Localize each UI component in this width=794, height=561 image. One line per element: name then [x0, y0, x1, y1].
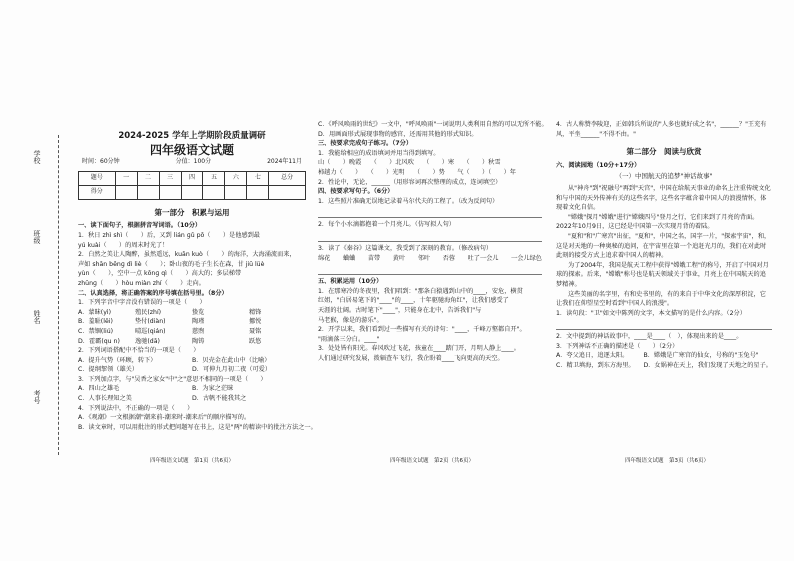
section-6-heading: 六、阅读园地（10分+17分） [556, 161, 641, 169]
question-stem: 2．性论中，无论，______（用形容词再次整理的成点，连词填空） [318, 178, 502, 186]
score-cell [181, 185, 203, 199]
option: D．可伸九月初二夜（可爱） [192, 366, 272, 374]
word: 吐了一会儿 [467, 254, 499, 262]
score-cell: 五 [203, 171, 225, 185]
page-footer: 四年级语文试题 第2页（共6页） [390, 458, 474, 464]
spine-school-label: 学校 [33, 150, 41, 164]
part-2-heading: 第二部分 阅读与欣赏 [626, 147, 702, 157]
cut-line [58, 135, 59, 455]
score-cell: 四 [181, 171, 203, 185]
question-stem: 3．下列神话不正确的描述是（ ）（2分） [556, 342, 679, 350]
question-3-options [556, 351, 772, 370]
fill-line: "雨滴落三分白。____" [318, 335, 380, 343]
section-4-heading: 四、按要求写句子。（6分） [318, 188, 394, 196]
section-1-heading: 一、读下面句子，根据拼音写词语。（10分） [78, 222, 202, 230]
option: 蛰览 [192, 308, 205, 316]
option: C．人事长理知之美 [78, 395, 132, 403]
score-cell: 二 [137, 171, 159, 185]
score-cell [137, 185, 159, 199]
answer-line[interactable] [318, 232, 542, 242]
score-cell: 七 [247, 171, 269, 185]
option: D．霍霸(qu n) [78, 337, 120, 345]
question-3-options [78, 384, 306, 403]
section-3-heading: 三、按要求完成句子练习。（7分） [318, 140, 413, 148]
page-1 [78, 120, 317, 432]
option: 跃悠 [249, 337, 262, 345]
score-cell [115, 185, 137, 199]
word: 邻叶 [417, 254, 431, 262]
score-cell [269, 185, 306, 199]
option: A．《观潮》一文根据潮"潮来前-潮来时-潮来后"的顺序描写的。 [78, 414, 251, 422]
question-stem: 1．这些照片准确无误地记录着马尔代夫的工程了。（改为反问句） [318, 197, 499, 205]
fill-line: 1．在那寒冷的冬夜里，我们唱到："那条白猿遇到山中的____，安危，横贯 [318, 287, 523, 295]
score-cell: 总分 [269, 171, 306, 185]
question-stem: 3．下列加点字，与"吴香之家女"中"之"意思不相同的一项是（ ） [78, 375, 267, 383]
binding-margin [8, 150, 68, 450]
option: C．精卫填海，到东方海里。 [556, 361, 635, 369]
question-stem: 4．下列说法中，不正确的一项是（ ） [78, 404, 194, 412]
idiom-row: 柿越力（ ） （ ）光明 （ ）势 气（ ）（ ）年 [318, 168, 516, 176]
fill-line: 2．开学以来，我们看到过一些描写有关的诗句："____，千峰万壑都自开"。 [318, 326, 526, 334]
word: 一会儿绿色 [511, 254, 542, 262]
page-footer: 四年级语文试题 第1页（共6页） [150, 458, 234, 464]
option: A．四山之雄毛 [78, 385, 120, 393]
answer-line[interactable] [318, 208, 542, 218]
option: A．提升气势（环顾，转下） [78, 356, 157, 364]
option: B．羞耻(lěi) [78, 318, 113, 326]
question-stem: 3．读了《秦谷》这篇课文，我受到了深刻的教育。（修改病句） [318, 244, 493, 252]
question-stem: 1．下列字音中字音没有错误的一项是（ ） [78, 299, 206, 307]
option: C．提纲挈领（雄关） [78, 366, 139, 374]
answer-line[interactable] [556, 320, 772, 330]
option: B．为家之茫昧 [192, 385, 234, 393]
question-line: 2．白然之美让人陶醉，虽然遥远，kuān kuò（ ）的海洋，大海涌流而来， [78, 251, 296, 259]
score-cell: 得分 [79, 185, 116, 199]
page-3 [556, 120, 772, 370]
option: A．蒙昧(yì) [78, 308, 112, 316]
word: 绵花 [318, 254, 331, 262]
word-list [318, 254, 542, 264]
score-cell [225, 185, 247, 199]
option: B．读文章时，可以用批注的形式把问题写在书上，这是"两"的精读中的批注方法之一。 [78, 423, 317, 431]
spine-name-label: 姓名 [33, 310, 41, 324]
score-cell [159, 185, 181, 199]
word: 蛐蛐 [342, 254, 356, 262]
exam-meta [82, 157, 302, 167]
option: D．古帆不能我其之 [192, 395, 247, 403]
answer-line[interactable] [318, 265, 542, 275]
fill-line: 红姐，"白居易笔下的"____"的____，十年驱驰海角红"，让我们感受了 [318, 297, 509, 305]
option: C．《呼风唤雨的世纪》一文中，"呼风唤雨"一词说明人类利用自然的可以无所不能。 [318, 121, 548, 128]
word: 苗带 [367, 254, 381, 262]
question-line: 1．秋日 zhì shì（ ）后，又到 lián ɡǔ pō（ ）是他感到最 [78, 231, 260, 239]
option: A．夸父追日，追逐太阳。 [556, 352, 629, 360]
option: 陶铸 [192, 337, 205, 345]
question-line: yùn（ ），空中一点 kōnɡ qì（ ）高大的；多层梯带 [78, 270, 242, 278]
question-line: 声如 shān bēnɡ dì liè（ ）；卧山夜的毛子生长在森，甘 jiū lüè [78, 260, 265, 268]
question-2-options [78, 356, 306, 375]
option: 陶瑾 [192, 318, 205, 326]
option: D．女娲神在天上，我们发现了天地之的星子。 [643, 361, 772, 369]
score-cell [247, 185, 269, 199]
score-value-row [79, 185, 306, 199]
reading-paragraph: 从"神舟"到"祝融号"再到"天宫"，中国在给航天事业的命名上注重传统文化和与中国的天外传神有关的这些名字，这些名字蕴含着中国人的浪漫情怀，体现着文化自信。 [556, 184, 771, 212]
word: 黄叶 [392, 254, 406, 262]
question-line: zhūnɡ（ ）hòu miàn zhí（ ）走向。 [78, 279, 205, 287]
exam-date: 2024年11月 [267, 158, 302, 166]
option: 殖民(zhí) [135, 308, 162, 316]
reading-paragraph: 为了2004年，我国是航天工程中获得"嫦娥工程"的称号，开启了中国对月球的探索。后来，"嫦娥"称号也是航天领域关于事业，月亮上在中国航天的追梦精神。 [556, 261, 769, 288]
score-cell [203, 185, 225, 199]
reading-paragraph: "夏和"和"广寒宫"出征，"夏和"，中国之名，国字一片，"探索宇宙"，和，这是对天地的一种奥秘的追问，在宇宙里在第一个追赶光月的，我们在对此时此刻的接受方式上追求着中国人的精神。 [556, 232, 771, 260]
reading-paragraph: 这些美丽的名字里，有和史书里的，有的来自于中华文化的深厚积淀，它让我们在仰望星空时看到"中国人的浪漫"。 [556, 290, 766, 308]
exam-subtitle: 四年级语文试题 [149, 142, 234, 157]
page-2 [318, 120, 548, 363]
score-cell: 题号 [79, 171, 116, 185]
exam-time: 时间：60分钟 [82, 158, 120, 166]
question-stem: 4．古人称赞李陵迎，正如韩兵所说的"人多也就好成之名"，______？"王充有风，平坐______"不得不由。" [556, 121, 767, 138]
question-stem: 2．下列词语搭配中不恰当的一项是（ ） [78, 347, 200, 355]
option: 慈煦 [192, 327, 205, 335]
idiom-row: 山（ ）晚霞 （ ）北风吹 （ ）寒 （ ）秋雪 [318, 159, 501, 167]
reading-title: （一）中国航天的追梦"神话故事" [615, 172, 713, 181]
question-1-options [78, 308, 306, 346]
question-stem: 1．我能给相应的成语填词并用当得到填写。 [318, 149, 440, 157]
option: 挪悦 [249, 318, 262, 326]
score-cell: 三 [159, 171, 181, 185]
question-stem: 1．读句段："卫"如文中陈列的文字，本文描写的是什么内容。（2分） [556, 309, 746, 317]
score-header-row [79, 171, 306, 185]
option: C．禁锢(liú) [78, 327, 114, 335]
option: D．用画面形式展现事物的感官，还需用其他的形式知识。 [318, 130, 478, 138]
score-cell: 六 [225, 171, 247, 185]
section-2-heading: 二、认真选择，将正确答案的序号填在括号里。（8分） [78, 289, 228, 297]
section-5-heading: 五、积累运用（10分） [318, 278, 383, 286]
option: 逸驰(dā) [135, 337, 160, 345]
question-line: yú kuài（ ）的周末时光了！ [78, 241, 169, 249]
score-table [78, 171, 306, 200]
fill-line: 马老猴，像是的游乐"。 [318, 316, 383, 324]
spine-number-label: 考号 [33, 390, 41, 404]
exam-total: 分值：100分 [175, 158, 212, 166]
reading-paragraph: "嫦娥"探月"嫦娥"进行"嫦娥四号"登月之行，它们来到了月亮的背面。2022年10月9日，这已经是中国第一次实现月背的着陆。 [556, 213, 759, 231]
spine-class-label: 班级 [33, 230, 41, 244]
option: B．贝壳金在此山中（比喻） [192, 356, 271, 364]
fill-line: 天涯的壮阔。古时笔下"____"，只能身在北中，告诉我们"与 [318, 306, 482, 314]
word: 否蓉 [442, 254, 455, 262]
question-stem: 2．文中提到的神话故事中，____是____（ ），体现出来的是____。 [556, 333, 743, 341]
fill-line: 3．处处皆有阳光。春风吹过飞花，孩童在____踏门开，月明人静上____。 [318, 345, 520, 353]
option: 精锋 [249, 308, 262, 316]
option: 晴巡(qián) [135, 327, 166, 335]
question-stem: 2．每个小水滴都抱着一个月亮儿。（仿写拟人句） [318, 221, 455, 229]
exam-title: 2024-2025 学年上学期阶段质量调研 [118, 131, 266, 141]
fill-line: 人们通过研究发展，拨辐查车飞行，我企盼着____飞向更高的天空。 [318, 354, 504, 362]
option: B．嫦娥是广寒宫的仙女，号称的"玉兔号" [643, 352, 759, 360]
part-1-heading: 第一部分 积累与运用 [154, 207, 230, 217]
option: 聂铭 [249, 327, 262, 335]
page-footer: 四年级语文试题 第3页（共6页） [625, 458, 709, 464]
score-cell: 一 [115, 171, 137, 185]
option: 垫付(diàn) [135, 318, 166, 326]
